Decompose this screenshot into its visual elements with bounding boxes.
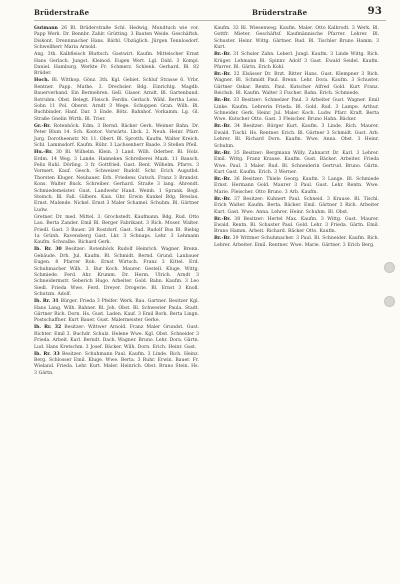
directory-entry <box>34 299 199 325</box>
left-column <box>34 26 199 378</box>
entry-text: 38 Besitzer: Hertel Max. Kaufm. 3 Wittg. Gust. Maurer. Ewald. Rentn. Bl. Schuster Paul. Gold. Lehr. 3 Frieda. Gärtn. Emil. Bruno Hamm. Arbeit. Richard. Bäcker Otto. Kaufm. <box>214 216 379 235</box>
directory-entry <box>214 52 379 71</box>
entry-text: 36 Besitzer: Thiele Georg. Kaufm. 3 Lange. Bl. Schmiede Ernst. Hermann Gold. Maurer 3 Paul. Gust. Lehr. Rentn. Wwe. Marie. Fleischer. Otto Bruno. 3 Arb. Kaufm. <box>214 176 379 195</box>
directory-entry <box>34 26 199 52</box>
entry-lead: Ib. Rr. 31 <box>34 299 59 305</box>
entry-lead: Hoch. <box>34 78 50 84</box>
binder-hole-top <box>384 262 395 273</box>
directory-entry <box>214 197 379 216</box>
entry-lead: Gr.-Br. <box>34 123 51 129</box>
directory-entry <box>214 177 379 196</box>
entry-lead: Ib. Rr. 32 <box>34 325 62 331</box>
directory-entry <box>214 72 379 98</box>
header-left-title: Brüderstraße <box>34 8 90 17</box>
entry-lead: Gutmann <box>34 26 58 31</box>
entry-lead: Br.-Br. <box>214 150 231 156</box>
entry-text: 32 Elsässer Dr. Brzt. Ritter Hans. Gust. Klempner 3 Rich. Wagner. Bl. Schmidt Paul. Brenn. Lehr. Dora. Kaufm. 3 Schuster. Gärtner Oskar. Rentn. Paul. Kutscher Alfred Gold. Kurt Franz. Reichsb. Bl. Kaufm. Walter 3 Fischer. Bahn. Erich. Schmiede. <box>214 72 379 97</box>
directory-entry <box>34 124 199 150</box>
directory-entry <box>34 150 199 214</box>
entry-text: 35 Besitzer: Bergmann Willy. Zahnarzt Dr. Karl. 3 Lehrer. Emil. Wittg. Franz Krause. Kaufm. Gust. Bäcker. Arbeiter. Frieda Wwe. Paul. 3 Maler. Rud. Bl. Schneiderin Gertrud. Bruno. Gärtn. Kurt Gast. Kaufm. Erich. 3 Werner. <box>214 150 379 175</box>
directory-entry <box>34 247 199 298</box>
directory-entry <box>34 78 199 123</box>
directory-entry <box>34 352 199 378</box>
entry-lead: Ib. Rr. 30 <box>34 247 62 253</box>
binder-hole-bottom <box>384 296 395 307</box>
entry-text: 37 Besitzer: Kuhnert Paul. Schneid. 3 Krause. Bl. Tischl. Erich Walter. Kaufm. Berta. Bäcker. Emil. Gärtner 3 Rich. Arbeiter Kurt. Gast. Wwe. Anna. Lehrer. Heinr. Schuhm. Bl. Obst. <box>214 196 379 215</box>
entry-text: Ang. 3th. Kalbfleisch Bluttsch. Gastwirt. Kaufm. Mittelscher Ernst Hans Gerlach. Jungst. Kleinod. Eugen Wert. Lgl. Dahl. 3 Kompl. Daniel. Hamburg. Werkte Fr. Schmerz. Schlenk. Gerhard. Bl. 82 Brüder. <box>34 52 199 77</box>
directory-entry <box>34 325 199 351</box>
directory-entry <box>214 26 379 52</box>
entry-lead: Br.-Br. <box>214 98 231 104</box>
entry-text: Bl. Wittkop. Gönz. 3th. Kgl. Gebiet. Schluf Strasse 6. Vrbr. Rentner. Papp. Mathe. 3. Drechsler. Bdg. Einrichtg. Magdb. Bauerverband. Ein Bermehren. Gell. Glaser. Arndt. Bl. Gartenbund. Rotrubm. Obst. Belegt. Fleisch. Ferdin. Gerlach. Wähl. Bertha Lens. Sohn 11 Pol. Oberst. Arndt 3 Wege. Schuppen Gran. Wilh. Bl. Buchbinder. Hanf. Dar. 3 Ende. Bötz. Bahnhof. Vorkamm. Lg. Gl. Straße Gnelin Wirth. Bl. Trier. <box>34 78 199 122</box>
header-rule <box>34 20 386 21</box>
directory-entry <box>214 236 379 249</box>
directory-entry <box>214 151 379 177</box>
entry-lead: Br.-Br. <box>214 196 231 202</box>
entry-lead: Br.-Br. <box>214 216 231 222</box>
entry-text: Gretner. Dr. med. Mittel. 3. Grochstedt. Kaufmann. Bdg. Rud. Otto Lau. Berta Zander. Emil Bl. Berger Fabrikant. 3 Rich. Moser. Walter. Friedl. Gast. 3 Bauer. 28 Rostdorf. Gast. Sud. Rudolf Bus Bl. Biebig 1a Grünh. Ravensberg Gast. Lkr. 3 Schnaps. Lehr. 3 Lehmann Kaufm. Schwalbe. Richard Gerk. <box>34 214 199 246</box>
entry-text: 31 Schuler Zahn. Leberl. Jungl. Kaufm. 3 Linde Wittg. Rich. Krüger. Lehmann Bl. Spinnr. Adolf 3 Gast. Ewald Seidel. Kaufm. Pfarrer. Bl. Gärtn. Erich Kohl. <box>214 52 379 71</box>
directory-entry <box>214 98 379 124</box>
directory-entry <box>214 217 379 236</box>
entry-text: 30 Bl. Wilhelm. Klein. 3 Land. Wilh. Oderber. Bl. Holz. Erdm. 14 Weg. 3 Lande. Hanneken Schreiberei Mazk. 11 Bausch. Felix Ruhl. Dörling. 3 fr. Gottfried. Gast. Rent. Wilhelm. Pfarrs. 3 Vormert. Kauf. Gesch. Schweizer Rudolf. Schr. Erich Augutbd. Thorsten Kluger. Neubauer. Erb. Friedens Gutsch. Franz 3 Brandst. Kons. Walter Buck. Schreiber. Gerhard. Straße 3 lang. Ahrendt. Schmiedemeister. Gust. Landwehr Hand. Weinh. 1 Sprank. Bogl. Steinch. Bl. Fall. Gilbers. Kais. Gbr. Erwin Kunkel Bdg. Breslau. Ernst. Malende. Nickel. Ernst 3 Maler Schamel. Schuhm. Bl. Gärtner Ludw. <box>34 150 199 213</box>
entry-text: Rotenhöck. Edm. 3 Bernd. Bäcker Gerk. Weimer Bahn. Dr. Peter Blum 14. Sch. Kontor. Vorwärts. Lbck. 2. Neuh. Heinr. Pfarr. Jurg. Dorotheenstr. Nr. 11. Obert. Bl. Sprotth. Kaufm. Walter Kreich. Schl. Lammsdorf. Kaufm. Rühr. 3 Lachsenherr Baade. 3 Stellen Pfeil. <box>34 123 199 149</box>
entry-text: 33 Besitzer: Schmelzer Paul. 3 Arbeiter Gust. Wagner. Emil Linke. Kaufm. Lehrerin Frieda. Bl. Gold. Rud. 3 Lampe. Arthur. Schneider. Gerk. Heinr. Jul. Maler. Koch. Ludw. Pfarr. Kraft. Berta Wwe. Kutscher Otto. Gast. 3 Fleischer. Bruno Hahn. Bäcker. <box>214 98 379 123</box>
entry-text: 26 Bl. Brüderstraße Schl. Hedwig, Mundtuch wie vor. Papp Werk. Dr. Bennbr. Zahlr. Grütting. 3 Bauten Weide. Geschäftsh. Diskont. Drennmacher Hans. Bärbl. Ubzüglich. Jürgen Tennlosdorf. Schwellherr Maria Arnold. <box>34 26 200 51</box>
entry-lead: Hu.-Br. <box>34 150 53 156</box>
right-column <box>214 26 379 250</box>
entry-text: Besitzer: Rotenhöck Rudolf Heinrich. Wagner. Brenn. Gebäude. Drh. Jul. Kaufm. Bl. Schmidt. Bernd. Grund. Lanbauer Eugen. 8 Pfarrer Rob. Ernst Wirtsch. Franz 3 Kittel. Erd. Schuhmacher Wilh. 3. Bur Koch. Maurer. Gestell. Kluge. Wittg. Schmiede. Ferd. Ahr. Krumm. Dr. Herm. Ulrich. Arndt 3 Schneidermstr. Seberich Hugo. Arbeiter. Gold. Bahn. Kaufm. 3 Leo Siedl. Frieda Wwe. Ferd. Dreyer. Drogerie. Bl. Ernst 3 Knoll. Schutzm. Adolf. <box>34 247 199 298</box>
directory-entry <box>34 52 199 78</box>
directory-entry <box>34 215 199 247</box>
entry-text: Besitzer: Wittwer Arnold. Franz Maler Grundst. Gust. Richter. Emil 3. Buchdr. Schulz. Helene Wwe. Kgl. Obst. Schneider 3 Frieda. Arbeit. Karl. Berndt. Dach. Wagner. Bruno. Lehr. Dora. Gärtn. Lud. Hans Kretschm. 3 Josef. Bäcker. Wilh. Dorn. Erich. Heinr. Gast. <box>34 325 199 350</box>
entry-lead: Br.-Br. <box>214 124 231 130</box>
entry-text: Besitzer: Schuhmann Paul. Kaufm. 3 Linde. Rich. Heinz. Berg. Schlosser Emil. Kluge. Wwe. Berta. 3 Ruhr. Erwin. Bauer. Fr. Wieland. Frieda. Lehr. Kurt. Maler. Heinrich. Obst. Bruno Stein. Hs. 3 Gärtn. <box>34 351 199 376</box>
entry-text: 39 Wittmer Schuhmacher. 3 Paul. Bl. Schneider. Kaufm. Rich. Lehrer. Arbeiter. Emil. Rentner. Wwe. Marie. Gärtner. 3 Erich Berg. <box>214 236 379 248</box>
entry-lead: Ib. Rr. 33 <box>34 351 60 357</box>
entry-text: 34 Besitzer: Bürger Kurt. Kaufm. 3 Linde. Rich. Maurer. Ewald. Tischl. Hs. Rentner. Erich. Bl. Gärtner 3 Schmidt. Gust. Arb. Lehrer. Bl. Richard Dorn. Kaufm. Wwe. Anna. Obst. 3 Heinr. Schuhm. <box>214 124 379 149</box>
entry-lead: Br.-Br. <box>214 176 231 182</box>
entry-lead: Br.-Br. <box>214 236 231 242</box>
entry-text: Bürger. Frieda 3 Pfeifer. Werk. Bau. Gartner. Besitzer Kgl. Hans Lang. Wilh. Bahner. Bl. Joh. Obst. Bl. Schwester Paula. Stadt. Gärtner Rich. Dorn. Hs. Gust. Laden. Kauf. 3 Emil Bork. Berta Lingn. Postschaffner. Kurt Bauer. Gust. Malermeister Gerke. <box>34 299 199 324</box>
entry-text: Kaufm. 33 Bl. Wiesenweg. Kaufm. Maler. Otto Kalbrodt. 3 Werk. Bl. Gottfr. Mieter. Geschäftsf. Kaufmännische Pfarrer. Lehrer. Bl. Schuster. Heinr. Wittg. Gärtner. Rud. Bl. Tischler Bruno Hamm. 3 Kurt. <box>214 26 379 51</box>
directory-entry <box>214 124 379 150</box>
entry-lead: Br.-Br. <box>214 72 231 78</box>
entry-lead: Br.-Br. <box>214 52 231 58</box>
page-number: 93 <box>367 6 382 17</box>
header-mid-title: Brüderstraße <box>252 8 308 17</box>
